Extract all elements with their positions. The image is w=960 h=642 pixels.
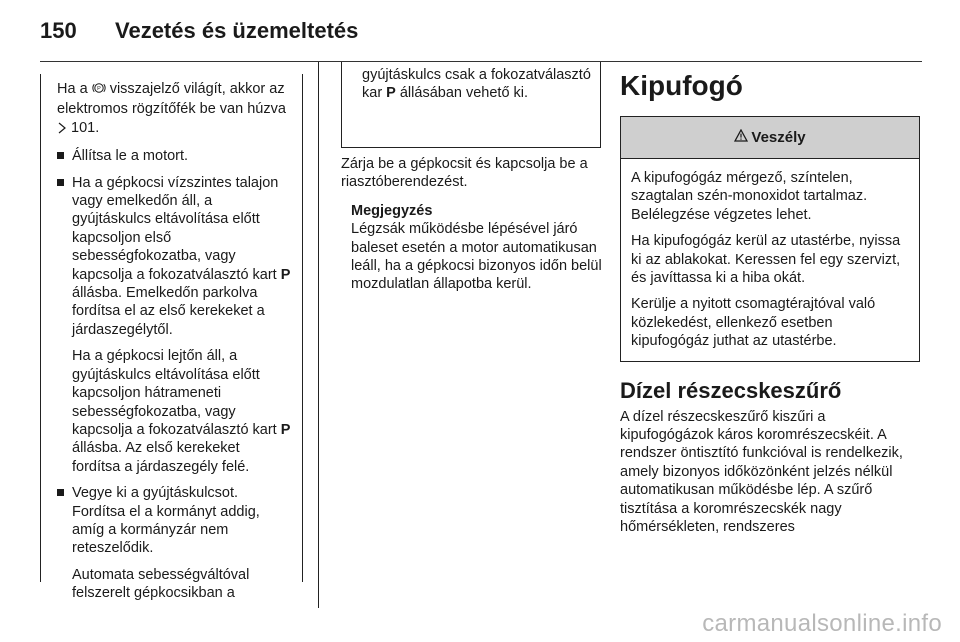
danger-paragraph: A kipufogógáz mérgező, színtelen, szagtalan szén-monoxidot tartalmaz. Belélegzése végzetes lehet. <box>631 170 868 223</box>
middle-body <box>341 155 603 294</box>
column-left <box>40 74 303 602</box>
page-header <box>40 18 920 48</box>
intro-text: Ha a P visszajelző világít, akkor az elektromos rögzítőfék be van húzva 101. <box>57 80 292 139</box>
danger-box <box>620 116 920 362</box>
note-text: Légzsák működésbe lépésével járó baleset esetén a motor automatikusan leáll, ha a gépkocsi bizonyos időn belül mozdulatlan állapotba kerül. <box>351 221 602 293</box>
svg-text:P: P <box>96 86 101 93</box>
bullet-marker <box>57 179 64 186</box>
bullet-marker <box>57 152 64 159</box>
list-sub-paragraph: Automata sebességváltóval felszerelt gépkocsikban a <box>72 566 250 602</box>
page-title: Vezetés és üzemeltetés <box>115 18 359 43</box>
note-title: Megjegyzés <box>351 202 433 219</box>
page-reference-icon <box>57 121 67 139</box>
list-item: Állítsa le a motort. <box>57 147 292 165</box>
paragraph: A dízel részecskeszűrő kiszűri a kipufogógázok káros koromrészecskéit. A rendszer öntisztító funkcióval is rendelkezik, amely bizonyos időközönként jelzés nélkül automatikusan működésbe lép. A szűrő tisztítása a koromrészecskék nagy hőmérsékleten, rendszeres <box>620 408 903 536</box>
list-item: Ha a gépkocsi vízszintes talajon vagy emelkedőn áll, a gyújtáskulcs eltávolítása előtt kapcsoljon első sebességfokozatba, vagy kapcsolja a fokozatválasztó kart P állásba. Emelkedőn parkolva fordítsa el az első kerekeket a járdaszegélytől. <box>57 174 292 340</box>
page-number: 150 <box>40 18 77 43</box>
danger-title: Veszély <box>751 129 806 146</box>
bullet-marker <box>57 489 64 496</box>
danger-body <box>621 159 919 361</box>
parking-brake-icon <box>92 81 106 100</box>
section-heading: Kipufogó <box>620 70 743 101</box>
danger-header <box>621 117 919 159</box>
list-item: Vegye ki a gyújtáskulcsot. Fordítsa el a kormányt addig, amíg a kormányzár nem reteszelődik. <box>57 484 292 558</box>
warning-triangle-icon <box>734 129 748 146</box>
continued-box <box>341 62 601 148</box>
column-middle <box>318 62 602 608</box>
column-right <box>620 62 920 642</box>
paragraph: Zárja be a gépkocsit és kapcsolja be a riasztóberendezést. <box>341 156 588 191</box>
danger-paragraph: Ha kipufogógáz kerül az utastérbe, nyissa ki az ablakokat. Keressen fel egy szervizt, és javíttassa ki a hiba okát. <box>631 233 901 287</box>
continued-box-text: gyújtáskulcs csak a fokozatválasztó kar P állásában vehető ki. <box>362 67 591 102</box>
danger-paragraph: Kerülje a nyitott csomagtérajtóval való közlekedést, ellenkező esetben kipufogógáz juthat az utastérbe. <box>631 296 876 350</box>
watermark: carmanualsonline.info <box>702 610 942 637</box>
list-sub-paragraph: Ha a gépkocsi lejtőn áll, a gyújtáskulcs eltávolítása előtt kapcsoljon hátrameneti sebességfokozatba, vagy kapcsolja a fokozatválasztó kart P állásba. Az első kerekeket fordítsa a járdaszegély felé. <box>72 348 291 475</box>
sub-heading: Dízel részecskeszűrő <box>620 377 842 403</box>
note-block <box>341 202 603 294</box>
